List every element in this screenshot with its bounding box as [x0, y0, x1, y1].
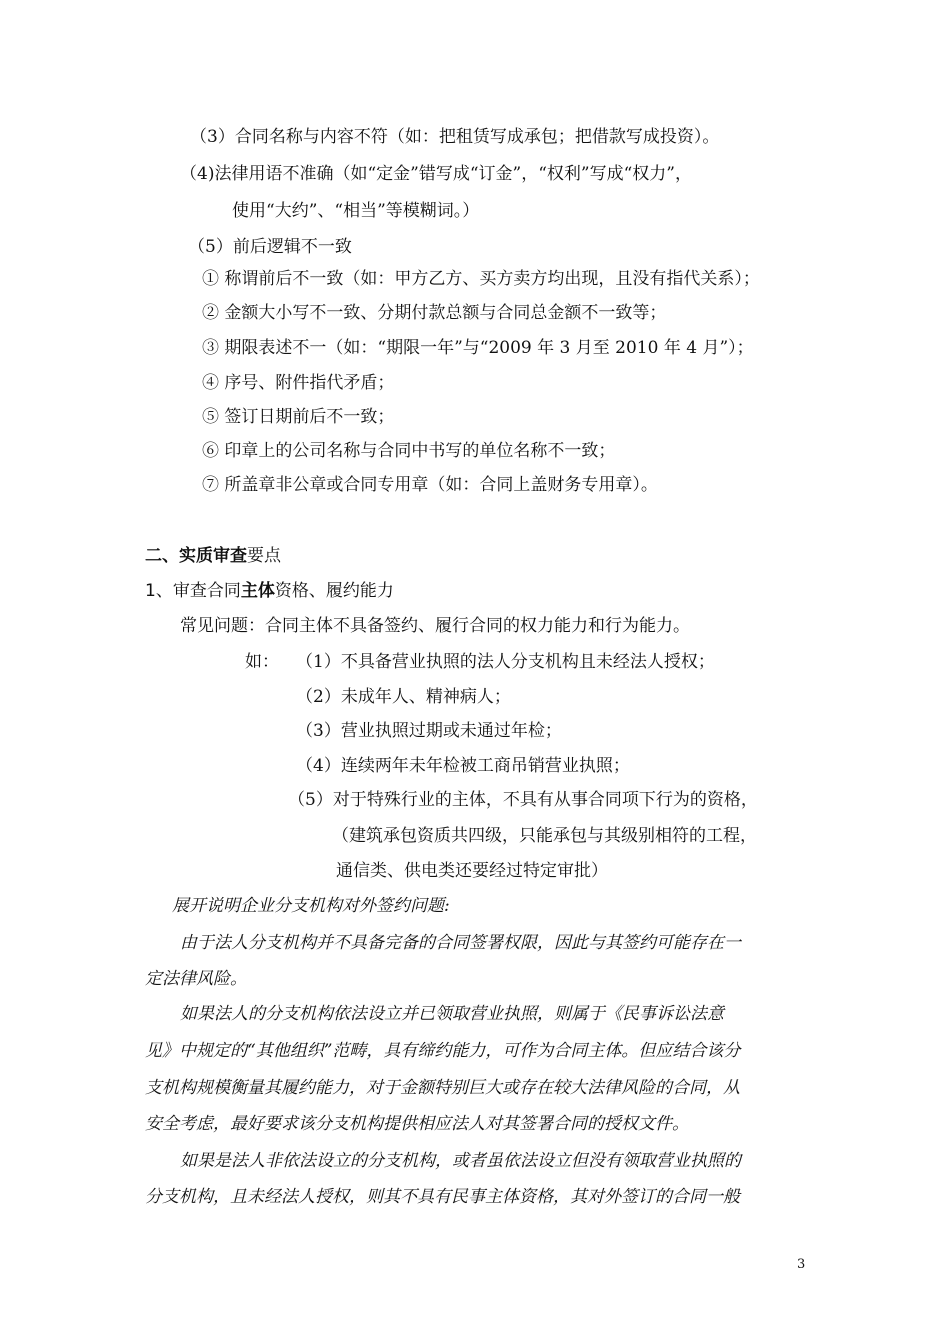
paragraph-3-line-2: 分支机构，且未经法人授权，则其不具有民事主体资格，其对外签订的合同一般: [145, 1187, 740, 1207]
paragraph-2-line-2: 见》中规定的“其他组织”范畴，具有缔约能力，可作为合同主体。但应结合该分: [145, 1041, 741, 1061]
section-heading: [145, 545, 281, 567]
list-item-5: （5）前后逻辑不一致: [188, 237, 352, 257]
sub-item-4: ④ 序号、附件指代矛盾；: [202, 373, 395, 393]
example-3: （3）营业执照过期或未通过年检；: [296, 721, 562, 741]
example-1: （1）不具备营业执照的法人分支机构且未经法人授权；: [296, 652, 715, 672]
list-item-4-line1: （4)法律用语不准确（如“定金”错写成“订金”，“权利”写成“权力”，: [180, 164, 692, 184]
paragraph-1-line-1: 由于法人分支机构并不具备完备的合同签署权限，因此与其签约可能存在一: [180, 933, 741, 953]
section-heading-prefix: 二、: [145, 546, 179, 566]
explanation-title: 展开说明企业分支机构对外签约问题:: [172, 896, 450, 916]
paragraph-2-line-3: 支机构规模衡量其履约能力，对于金额特别巨大或存在较大法律风险的合同，从: [145, 1078, 740, 1098]
section-heading-bold: 实质审查: [179, 546, 247, 566]
sub-item-2: ② 金额大小写不一致、分期付款总额与合同总金额不一致等；: [202, 303, 667, 323]
paragraph-2-line-1: 如果法人的分支机构依法设立并已领取营业执照，则属于《民事诉讼法意: [180, 1004, 724, 1024]
page-number: 3: [797, 1257, 806, 1272]
example-5-note-2: 通信类、供电类还要经过特定审批）: [336, 861, 608, 881]
sub-item-5: ⑤ 签订日期前后不一致；: [202, 407, 395, 427]
sub-item-7: ⑦ 所盖章非公章或合同专用章（如：合同上盖财务专用章）。: [202, 475, 658, 495]
example-2: （2）未成年人、精神病人；: [296, 687, 511, 707]
paragraph-3-line-1: 如果是法人非依法设立的分支机构，或者虽依法设立但没有领取营业执照的: [180, 1151, 741, 1171]
sub-item-3: ③ 期限表述不一（如：“期限一年”与“2009 年 3 月至 2010 年 4 月”）；: [202, 338, 754, 358]
example-label: 如：: [245, 652, 279, 672]
example-5: （5）对于特殊行业的主体，不具有从事合同项下行为的资格，: [288, 790, 758, 810]
list-item-3: （3）合同名称与内容不符（如：把租赁写成承包；把借款写成投资）。: [190, 127, 720, 147]
section-heading-suffix: 要点: [247, 546, 281, 566]
sub-item-1: ① 称谓前后不一致（如：甲方乙方、买方卖方均出现，且没有指代关系）；: [202, 269, 760, 289]
example-5-note-1: （建筑承包资质共四级，只能承包与其级别相符的工程，: [332, 826, 757, 846]
subsection-heading-bold: 主体: [240, 581, 275, 601]
sub-item-6: ⑥ 印章上的公司名称与合同中书写的单位名称不一致；: [202, 441, 616, 461]
subsection-heading-suffix: 资格、履约能力: [274, 581, 394, 601]
example-4: （4）连续两年未年检被工商吊销营业执照；: [296, 756, 630, 776]
subsection-heading: [145, 580, 394, 602]
list-item-4-line2: 使用“大约”、“相当”等模糊词。）: [232, 201, 480, 221]
subsection-heading-prefix: 1、审查合同: [145, 581, 241, 601]
paragraph-2-line-4: 安全考虑，最好要求该分支机构提供相应法人对其签署合同的授权文件。: [145, 1114, 689, 1134]
paragraph-1-line-2: 定法律风险。: [145, 969, 247, 989]
common-issue: 常见问题：合同主体不具备签约、履行合同的权力能力和行为能力。: [180, 616, 690, 636]
